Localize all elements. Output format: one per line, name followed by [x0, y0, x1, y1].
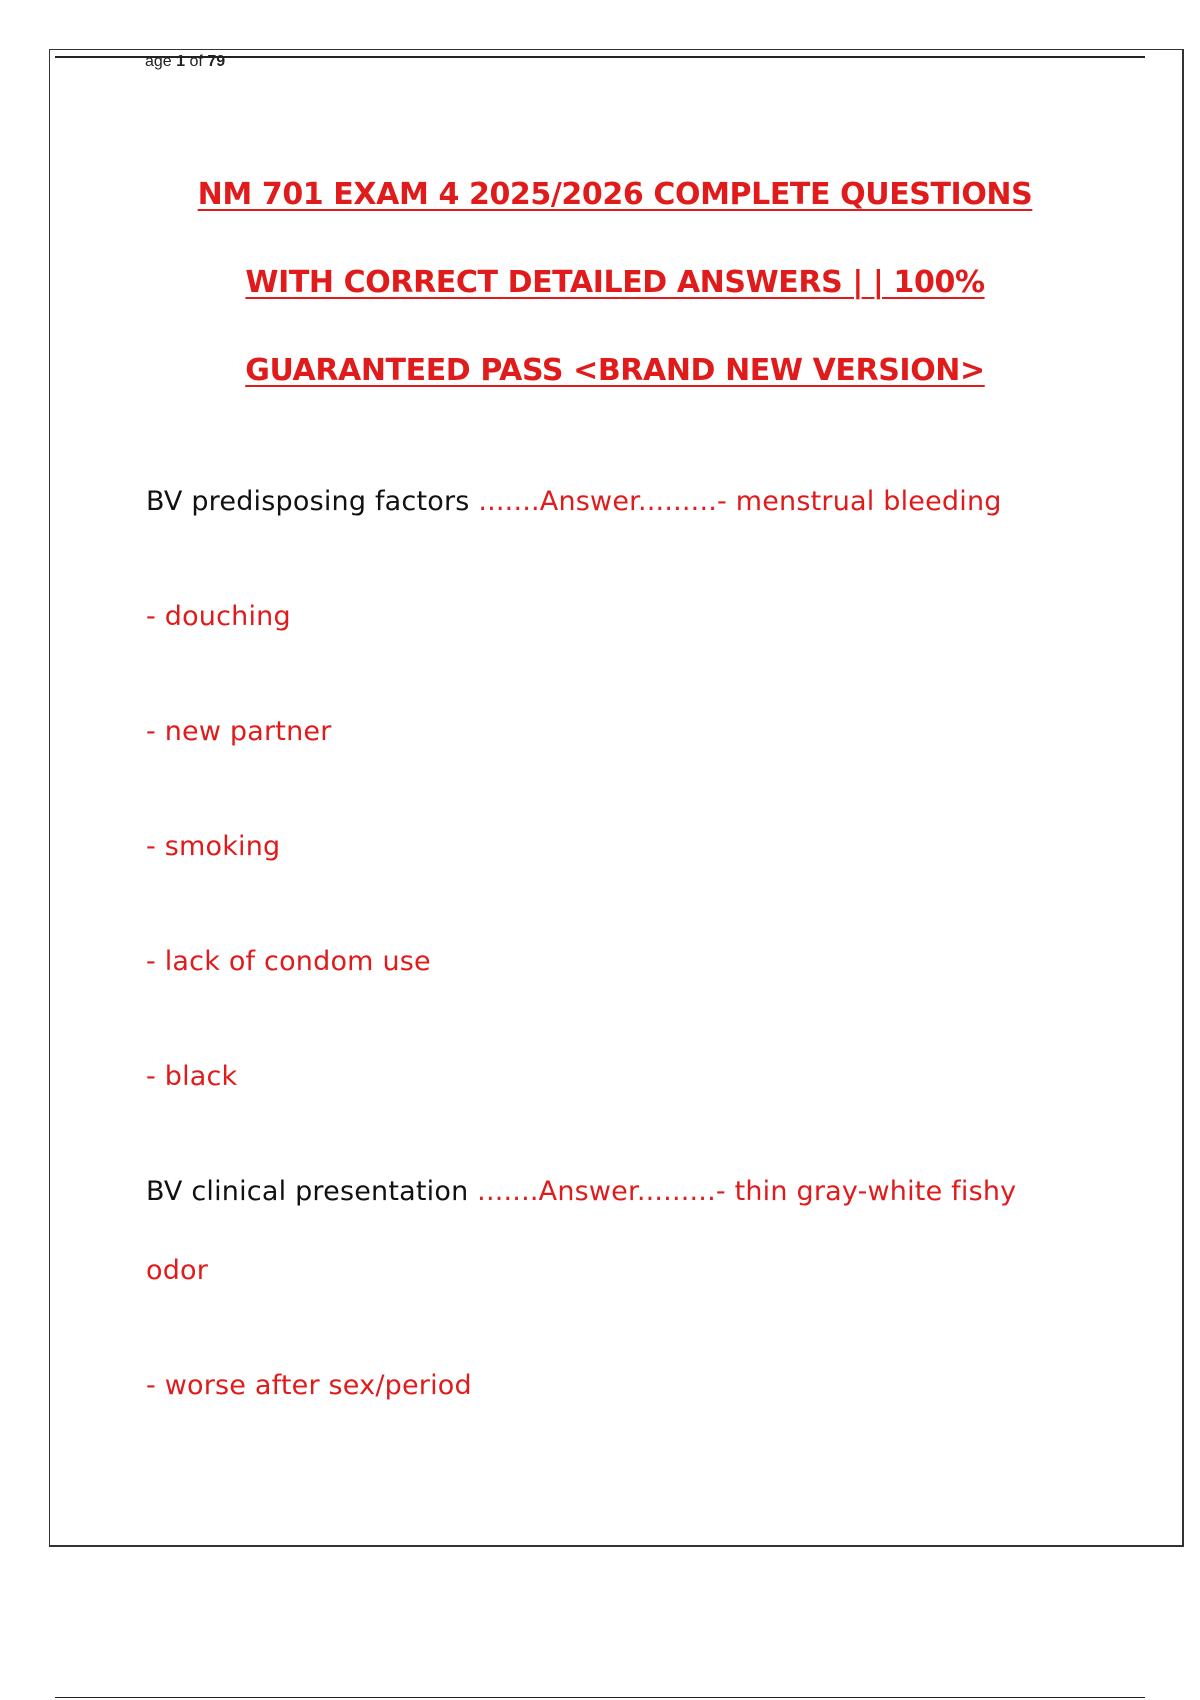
- page-current: 1: [176, 53, 186, 70]
- answer-lead: .......Answer.........- thin gray-white fishy: [468, 1176, 1017, 1207]
- title-line-1: NM 701 EXAM 4 2025/2026 COMPLETE QUESTIONS: [197, 177, 1033, 212]
- page-prefix: age: [145, 53, 172, 70]
- page-number: [145, 54, 225, 70]
- answer-line: - douching: [146, 601, 291, 632]
- answer-lead: .......Answer.........- menstrual bleeding: [469, 486, 1002, 517]
- page-of: of: [189, 53, 203, 70]
- footer-rule: [55, 1697, 1145, 1698]
- qa-item-2-question-line: [146, 1178, 1016, 1205]
- title-line-2: WITH CORRECT DETAILED ANSWERS | | 100%: [245, 265, 985, 300]
- qa-item-1-question-line: [146, 488, 1002, 515]
- answer-line: odor: [146, 1255, 209, 1286]
- question-text: BV clinical presentation: [146, 1176, 469, 1207]
- question-text: BV predisposing factors: [146, 486, 470, 517]
- answer-line: - worse after sex/period: [146, 1370, 472, 1401]
- answer-line: - new partner: [146, 716, 332, 747]
- answer-line: - lack of condom use: [146, 946, 431, 977]
- answer-line: - black: [146, 1061, 238, 1092]
- document-title: [90, 177, 1140, 444]
- title-line-3: GUARANTEED PASS <BRAND NEW VERSION>: [245, 353, 985, 388]
- page-total: 79: [207, 53, 226, 70]
- answer-line: - smoking: [146, 831, 281, 862]
